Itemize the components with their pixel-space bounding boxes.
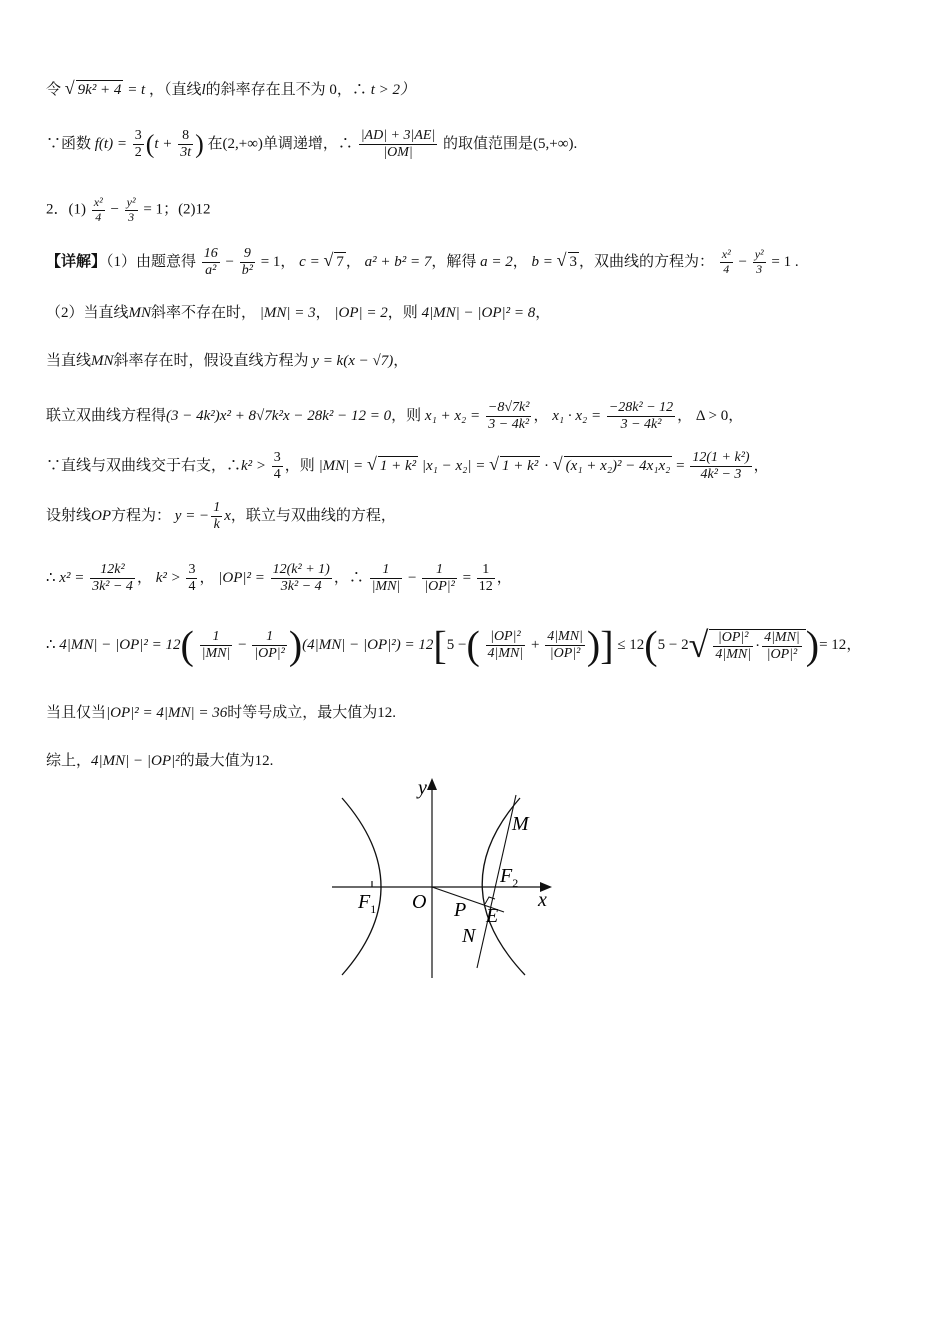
- origin-label: O: [412, 891, 427, 913]
- text: 单调递增，∴: [262, 136, 353, 153]
- text: 在: [207, 136, 223, 153]
- text: 2．(1): [46, 201, 86, 218]
- frac-y2-3: $\frac{\text{y²}}{3}$: [126, 195, 136, 224]
- line-10: ∴ x² = $\frac{\text{12k²}}{\text{3k² − 4}}$ ， k² > $\frac{3}{4}$ ， |OP|² = $\frac{\text{12(k² + 1)}}{\text{3k² − 4}}$ ，∴ $\frac{1}{|MN|}$ − $\frac{1}{\text{|OP|²}}$ = $\frac{1}{12}$ ，: [46, 562, 512, 595]
- range: (5,+∞): [533, 136, 574, 153]
- frac-inv-mn: $\frac{1}{|MN|}$: [201, 629, 231, 662]
- line-3: 2．(1) $\frac{\text{x²}}{4}$ − $\frac{\text{y²}}{3}$ = 1；(2)12: [46, 195, 211, 224]
- frac-x2-4: $\frac{\text{x²}}{4}$: [721, 247, 731, 277]
- line-8: ∵直线与双曲线交于右支，∴k² > $\frac{3}{4}$ ，则 |MN| = √ 1 + k² |x₁ − x₂| = √ 1 + k² · √ (x₁ + x₂)² − 4x₁x₂ = $\frac{\text{12(1 + k²)}}{\text{4k² − 3}}$ ，: [46, 450, 769, 483]
- line-2: ∵函数 f(t) = $\frac{3}{2}$ (t + $\frac{8}{3t}$ ) 在(2,+∞)单调递增，∴ $\frac{|AD| + 3|AE|}{|OM|}$ 的取值范围是(5,+∞).: [46, 128, 578, 161]
- frac-3-4: $\frac{3}{4}$: [188, 562, 196, 595]
- e-label: E: [486, 905, 499, 927]
- interval: (2,+∞): [222, 136, 263, 153]
- frac-y2-3: $\frac{\text{y²}}{3}$: [754, 247, 764, 277]
- frac-1-12: $\frac{1}{12}$: [478, 562, 493, 595]
- eq-t: = t: [127, 82, 146, 98]
- line-13: 综上，4|MN| − |OP|²的最大值为12.: [46, 753, 274, 769]
- line-11: ∴ 4|MN| − |OP|² = 12( $\frac{1}{|MN|}$ − $\frac{1}{\text{|OP|²}}$ )(4|MN| − |OP|²) = 12[5 −( $\frac{\text{|OP|²}}{4|MN|}$ + $\frac{4|MN|}{\text{|OP|²}}$ )] ≤ 12(5 − 2√ $\frac{\text{|OP|²}}{4|MN|}$ · $\frac{4|MN|}{\text{|OP|²}}$ )= 12，: [46, 622, 862, 668]
- right-angle-mark: [485, 897, 495, 904]
- frac-ad-ae-om: $\frac{|AD| + 3|AE|}{|OM|}$: [360, 128, 436, 161]
- frac-x2-4: $\frac{\text{x²}}{4}$: [93, 195, 103, 224]
- t-plus: t +: [154, 136, 173, 153]
- n-label: N: [462, 925, 476, 947]
- frac-x2: $\frac{\text{12k²}}{\text{3k² − 4}}$: [92, 562, 133, 595]
- p-label: P: [454, 899, 467, 921]
- line-7: 联立双曲线方程得(3 − 4k²)x² + 8√7k²x − 28k² − 12 = 0，则 x₁ + x₂ = $\frac{\text{−8√7k²}}{\text{3 − 4k²}}$ ， x₁ · x₂ = $\frac{\text{−28k² − 12}}{\text{3 − 4k²}}$ ， Δ > 0，: [46, 400, 744, 433]
- m-label: M: [512, 813, 529, 835]
- line-9: 设射线OP方程为： y = − $\frac{1}{k}$ x，联立与双曲线的方程，: [46, 500, 396, 533]
- y-axis-arrow-icon: [427, 778, 437, 790]
- a-eq: a = 2: [480, 254, 513, 271]
- a2-b2: a² + b² = 7: [364, 254, 432, 271]
- f2-label: $F_2$: [500, 865, 519, 890]
- frac-r2: $\frac{4|MN|}{\text{|OP|²}}$: [547, 629, 583, 662]
- text: .: [573, 136, 578, 153]
- x-label: x: [538, 889, 547, 911]
- frac-3-2: $\frac{3}{2}$: [134, 128, 142, 161]
- frac-1-k: $\frac{1}{k}$: [213, 500, 221, 533]
- frac-8-3t: $\frac{8}{3t}$: [180, 128, 192, 161]
- detail-label: 【详解】: [46, 254, 107, 271]
- frac-inv-mn: $\frac{1}{|MN|}$: [371, 562, 401, 595]
- line-6: 当直线MN斜率存在时，假设直线方程为 y = k(x − √7)，: [46, 353, 409, 369]
- text: 的斜率存在且不为 0，∴: [205, 82, 367, 98]
- f1-label: $F_1$: [358, 891, 377, 916]
- text: （1）由题意得: [106, 254, 197, 271]
- frac-r2: $\frac{4|MN|}{\text{|OP|²}}$: [764, 629, 800, 662]
- frac-prod: $\frac{\text{−28k² − 12}}{\text{3 − 4k²}}$: [608, 400, 674, 433]
- line-1: 令 √ 9k² + 4 = t ，（直线l的斜率存在且不为 0，∴ t > 2）: [46, 78, 415, 98]
- t-gt-2: t > 2）: [370, 82, 415, 98]
- text: 的取值范围是: [443, 136, 534, 153]
- text: = 1，: [260, 254, 296, 271]
- eq: = 1: [143, 201, 164, 218]
- frac-mn: $\frac{\text{12(1 + k²)}}{\text{4k² − 3}}$: [692, 450, 750, 483]
- y-label: y: [418, 777, 427, 799]
- frac-op2: $\frac{\text{12(k² + 1)}}{\text{3k² − 4}}$: [272, 562, 330, 595]
- sqrt-expr: 9k² + 4: [77, 82, 122, 98]
- frac-inv-op: $\frac{1}{\text{|OP|²}}$: [254, 629, 285, 662]
- text: ，（直线: [148, 82, 202, 98]
- frac-r1: $\frac{\text{|OP|²}}{4|MN|}$: [715, 629, 752, 662]
- text: ∵函数: [46, 136, 92, 153]
- text: ；(2)12: [163, 201, 211, 218]
- ft: f(t) =: [94, 136, 127, 153]
- frac-sum: $\frac{\text{−8√7k²}}{\text{3 − 4k²}}$: [487, 400, 530, 433]
- frac-16-a2: $\frac{16}{\text{a²}}$: [203, 246, 218, 279]
- line-12: 当且仅当|OP|² = 4|MN| = 36时等号成立，最大值为12.: [46, 705, 397, 721]
- frac-3-4: $\frac{3}{4}$: [273, 450, 281, 483]
- line-4: 【详解】（1）由题意得 $\frac{16}{\text{a²}}$ − $\frac{9}{\text{b²}}$ = 1， c = √ 7 ， a² + b² = 7，解得 a = 2， b = √ 3 ，双曲线的方程为： $\frac{\text{x²}}{4}$ − $\frac{\text{y²}}{3}$ = 1 .: [46, 246, 799, 279]
- line-5: （2）当直线MN斜率不存在时， |MN| = 3， |OP| = 2，则 4|MN| − |OP|² = 8，: [46, 305, 551, 321]
- var-l: l: [201, 82, 206, 98]
- frac-inv-op: $\frac{1}{\text{|OP|²}}$: [424, 562, 455, 595]
- text: 令: [46, 82, 62, 98]
- frac-r1: $\frac{\text{|OP|²}}{4|MN|}$: [487, 629, 524, 662]
- hyperbola-figure: [320, 770, 570, 985]
- frac-9-b2: $\frac{9}{\text{b²}}$: [241, 246, 253, 279]
